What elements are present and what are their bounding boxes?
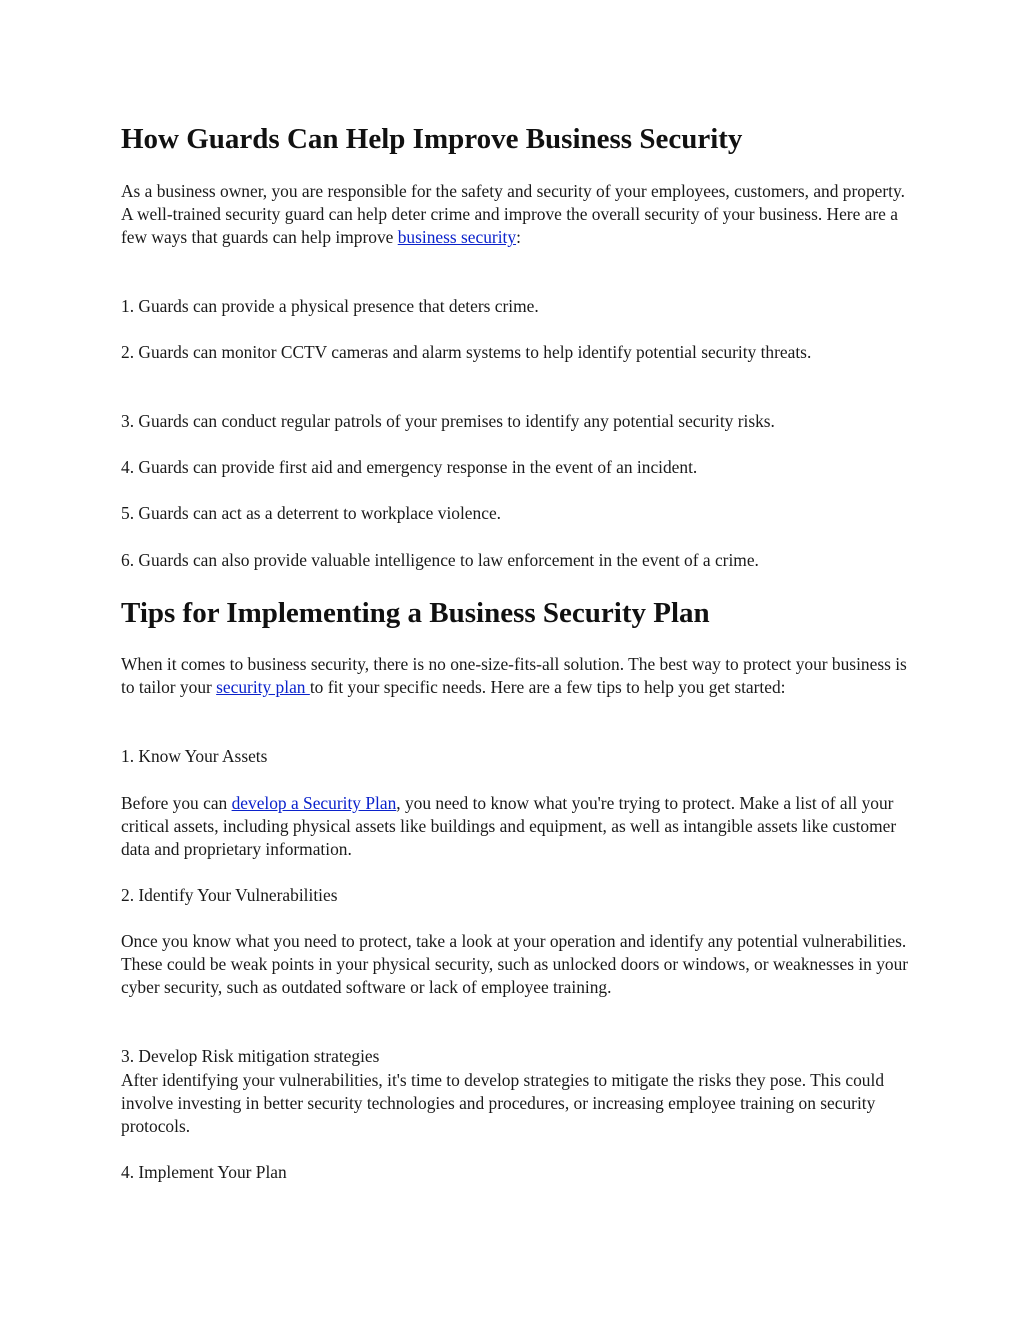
- list-item: 3. Guards can conduct regular patrols of your premises to identify any potential security risks.: [121, 411, 775, 431]
- intro-text: When it comes to business security, there is no one-size-fits-all solution. The best way to protect your business is to tailor your: [121, 654, 907, 698]
- tip-body: Once you know what you need to protect, take a look at your operation and identify any potential vulnerabilities. These could be weak points in your physical security, such as unlocked doors or windows, or weaknesses in your cyber security, such as outdated software or lack of employee training.: [121, 931, 909, 998]
- intro-paragraph-tips: [121, 653, 911, 699]
- intro-text-end: to fit your specific needs. Here are a few tips to help you get started:: [309, 677, 786, 698]
- list-item: 6. Guards can also provide valuable intelligence to law enforcement in the event of a crime.: [121, 550, 759, 570]
- security-plan-link[interactable]: security plan: [216, 677, 310, 698]
- intro-text-end: :: [516, 227, 521, 248]
- tip-heading: 3. Develop Risk mitigation strategies: [121, 1046, 380, 1066]
- intro-paragraph-guards: [121, 180, 911, 250]
- section-title-guards: How Guards Can Help Improve Business Security: [121, 123, 743, 155]
- tip-text-end: , you need to know what you're trying to protect. Make a list of all your critical assets, including physical assets like buildings and equipment, as well as intangible assets like customer data and proprietary information.: [121, 793, 897, 860]
- tip-text: Before you can: [121, 793, 232, 813]
- intro-text: As a business owner, you are responsible for the safety and security of your employees, customers, and property. A well-trained security guard can help deter crime and improve the overall security of your business. Here are a few ways that guards can help improve: [121, 181, 905, 248]
- list-item: 4. Guards can provide first aid and emergency response in the event of an incident.: [121, 457, 698, 477]
- business-security-link[interactable]: business security: [397, 227, 517, 248]
- section-title-tips: Tips for Implementing a Business Security Plan: [121, 597, 710, 629]
- list-item: 1. Guards can provide a physical presence that deters crime.: [121, 296, 539, 316]
- tip-heading: 1. Know Your Assets: [121, 746, 268, 766]
- tip-body: After identifying your vulnerabilities, it's time to develop strategies to mitigate the risks they pose. This could involve investing in better security technologies and procedures, or increasing employee training on security protocols.: [121, 1070, 885, 1137]
- tip-heading: 4. Implement Your Plan: [121, 1162, 287, 1182]
- tip-body: [121, 792, 911, 862]
- list-item: 5. Guards can act as a deterrent to workplace violence.: [121, 503, 502, 523]
- tip-heading: 2. Identify Your Vulnerabilities: [121, 885, 338, 905]
- list-item: 2. Guards can monitor CCTV cameras and alarm systems to help identify potential security threats.: [121, 342, 812, 362]
- develop-security-plan-link[interactable]: develop a Security Plan: [231, 793, 397, 813]
